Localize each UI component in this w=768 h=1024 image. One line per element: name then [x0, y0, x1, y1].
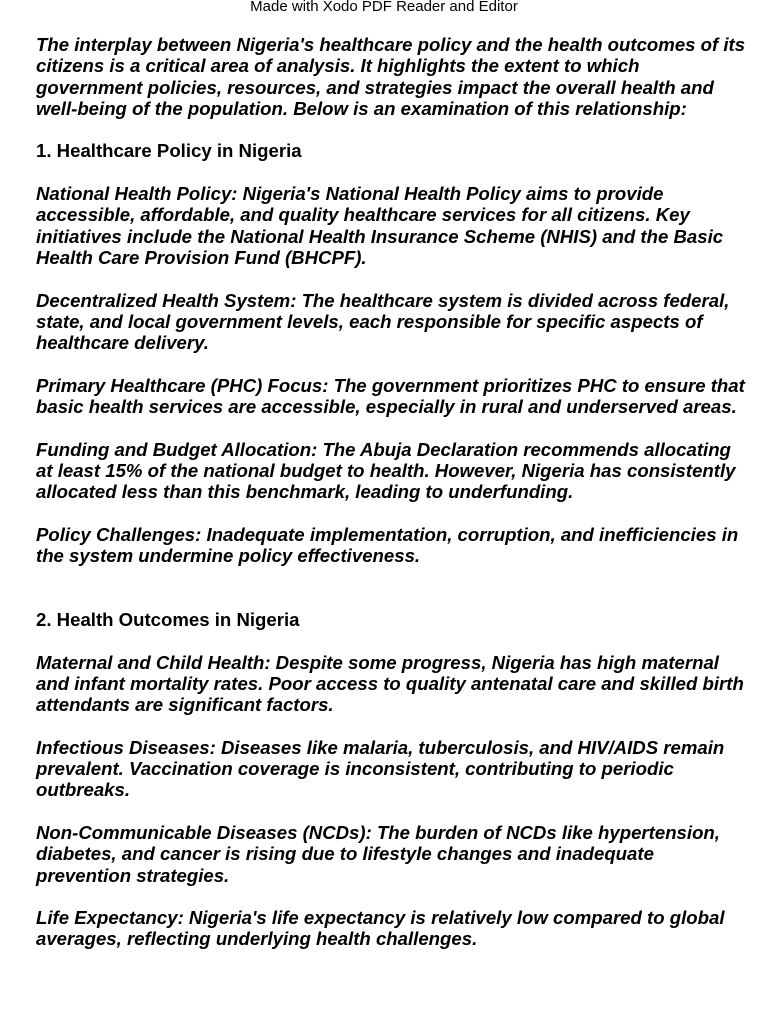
document-body [36, 34, 748, 971]
paragraph: Primary Healthcare (PHC) Focus: The government prioritizes PHC to ensure that basic health services are accessible, especially in rural and underserved areas. [36, 374, 745, 418]
paragraph: Maternal and Child Health: Despite some progress, Nigeria has high maternal and infant mortality rates. Poor access to quality antenatal care and skilled birth attendants are significant factors. [36, 651, 744, 716]
section-heading: 2. Health Outcomes in Nigeria [36, 609, 300, 631]
intro-paragraph: The interplay between Nigeria's healthcare policy and the health outcomes of its citizens is a critical area of analysis. It highlights the extent to which government policies, resources, and strategies impact the overall health and well-being of the population. Below is an examination of this relationship: [36, 34, 746, 119]
paragraph: Policy Challenges: Inadequate implementation, corruption, and inefficiencies in the system undermine policy effectiveness. [36, 523, 739, 567]
section-heading: 1. Healthcare Policy in Nigeria [36, 140, 302, 162]
paragraph: Infectious Diseases: Diseases like malaria, tuberculosis, and HIV/AIDS remain prevalent. Vaccination coverage is inconsistent, contributing to periodic outbreaks. [36, 736, 725, 801]
paragraph: Funding and Budget Allocation: The Abuja Declaration recommends allocating at least 15% of the national budget to health. However, Nigeria has consistently allocated less than this benchmark, leading to underfunding. [36, 438, 736, 503]
paragraph: Life Expectancy: Nigeria's life expectancy is relatively low compared to global averages, reflecting underlying health challenges. [36, 907, 725, 950]
paragraph: National Health Policy: Nigeria's National Health Policy aims to provide accessible, affordable, and quality healthcare services for all citizens. Key initiatives include the National Health Insurance Scheme (NHIS) and the Basic Health Care Provision Fund (BHCPF). [36, 183, 724, 268]
watermark: Made with Xodo PDF Reader and Editor [250, 0, 518, 15]
paragraph: Decentralized Health System: The healthcare system is divided across federal, state, and local government levels, each responsible for specific aspects of healthcare delivery. [36, 289, 730, 354]
paragraph: Non-Communicable Diseases (NCDs): The burden of NCDs like hypertension, diabetes, and cancer is rising due to lifestyle changes and inadequate prevention strategies. [36, 821, 720, 886]
